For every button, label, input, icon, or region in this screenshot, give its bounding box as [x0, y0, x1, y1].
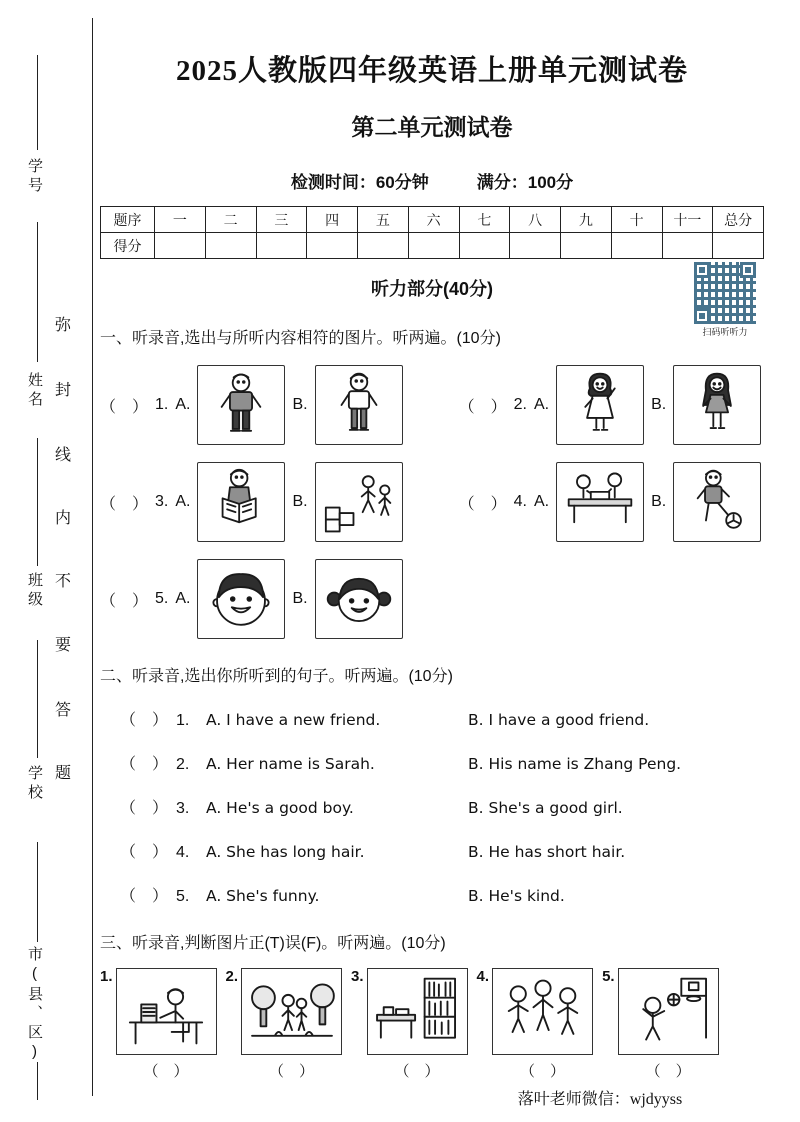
basketball-court-icon — [622, 973, 714, 1051]
header-cell: 十一 — [662, 207, 713, 233]
man-computer-icon — [120, 973, 212, 1051]
option-b-sentence: B. I have a good friend. — [468, 711, 650, 729]
school-label: 学校 — [26, 765, 43, 803]
qr-finder-icon — [694, 262, 710, 278]
option-a-sentence: A. She has long hair. — [206, 843, 365, 861]
question-number: 5. — [176, 888, 190, 905]
option-image-box — [556, 462, 644, 542]
qr-finder-icon — [740, 262, 756, 278]
answer-blank: （ ） — [458, 495, 507, 513]
listening-qr-block — [692, 262, 758, 338]
page-title: 2025人教版四年级英语上册单元测试卷 — [175, 55, 688, 87]
option-a-sentence: A. He's a good boy. — [206, 799, 354, 817]
write-line — [37, 222, 38, 362]
score-cell — [611, 233, 662, 259]
s3-item-1 — [100, 968, 217, 1081]
score-table — [100, 206, 764, 259]
question-number: 2. — [176, 756, 190, 773]
option-b-sentence: B. He's kind. — [468, 887, 565, 905]
header-cell: 一 — [155, 207, 206, 233]
option-a-sentence: A. Her name is Sarah. — [206, 755, 375, 773]
option-image-box — [197, 365, 285, 445]
score-cell — [510, 233, 561, 259]
student-id-label: 学号 — [26, 158, 43, 196]
option-a-label: A. — [175, 590, 191, 607]
write-line — [37, 1062, 38, 1100]
score-cell — [713, 233, 764, 259]
woman-waving-icon — [561, 370, 639, 440]
answer-blank: （ ） — [120, 712, 169, 729]
write-line — [37, 438, 38, 566]
kids-playing-icon — [497, 973, 589, 1051]
park-walk-icon — [246, 973, 338, 1051]
time-limit-label: 检测时间：60分钟 — [290, 173, 429, 192]
boy-standing-icon — [320, 370, 398, 440]
s2-item-1 — [100, 707, 764, 730]
option-image-box — [556, 365, 644, 445]
seal-divider-line — [92, 18, 93, 1096]
option-b-sentence: B. His name is Zhang Peng. — [468, 755, 682, 773]
header-cell: 九 — [561, 207, 612, 233]
option-image-box — [673, 462, 761, 542]
option-b-label: B. — [651, 396, 667, 413]
header-cell: 六 — [408, 207, 459, 233]
option-a-sentence: A. She's funny. — [206, 887, 320, 905]
question-number: 1. — [155, 396, 169, 413]
kids-drawing-icon — [561, 467, 639, 537]
answer-blank: （ ） — [458, 398, 507, 416]
option-a-label: A. — [533, 493, 550, 510]
exam-meta — [100, 168, 764, 193]
answer-blank: （ ） — [100, 592, 149, 610]
option-a-label: A. — [175, 396, 191, 413]
header-cell: 二 — [205, 207, 256, 233]
question-number: 5. — [155, 590, 169, 607]
library-shelf-icon — [371, 973, 463, 1051]
s2-item-5 — [100, 883, 764, 906]
option-b-sentence: B. He has short hair. — [468, 843, 626, 861]
header-cell: 总分 — [713, 207, 764, 233]
s2-item-3 — [100, 795, 764, 818]
s3-item-3 — [351, 968, 468, 1081]
score-cell — [205, 233, 256, 259]
question-number: 5. — [602, 968, 615, 985]
section1-row-2 — [100, 462, 764, 542]
girl-face-icon — [320, 564, 398, 634]
name-label: 姓名 — [26, 372, 43, 410]
s3-item-4 — [477, 968, 594, 1081]
answer-blank: （ ） — [100, 398, 149, 416]
qr-code — [694, 262, 756, 324]
seal-text-char: 线 — [55, 447, 72, 464]
question-number: 4. — [176, 844, 190, 861]
judge-image-box — [367, 968, 468, 1055]
option-a-label: A. — [175, 493, 191, 510]
judge-image-box — [618, 968, 719, 1055]
qr-finder-icon — [694, 308, 710, 324]
s3-item-2 — [226, 968, 343, 1081]
s1-question-3 — [100, 462, 403, 542]
option-image-box — [673, 365, 761, 445]
score-cell — [459, 233, 510, 259]
score-cell — [256, 233, 307, 259]
header-cell: 七 — [459, 207, 510, 233]
score-cell — [561, 233, 612, 259]
boy-reading-icon — [202, 467, 280, 537]
footer-contact: 落叶老师微信：wjdyyss — [517, 1091, 683, 1108]
section1-title: 一、听录音,选出与所听内容相符的图片。听两遍。(10分) — [100, 330, 501, 347]
seal-text-char: 封 — [55, 382, 72, 399]
answer-blank: （ ） — [120, 888, 169, 905]
write-line — [37, 842, 38, 942]
seal-text-char: 题 — [55, 765, 72, 782]
score-table-score-row — [101, 233, 764, 259]
seal-text-char: 不 — [55, 573, 72, 590]
seal-text-char: 弥 — [55, 317, 72, 334]
s1-question-5 — [100, 559, 403, 639]
score-cell — [155, 233, 206, 259]
judge-image-box — [241, 968, 342, 1055]
seal-text-char: 答 — [55, 702, 72, 719]
section1-row-3 — [100, 559, 764, 639]
question-number: 2. — [513, 396, 527, 413]
question-number: 4. — [513, 493, 527, 510]
option-image-box — [315, 559, 403, 639]
qr-caption: 扫码听听力 — [702, 327, 748, 337]
option-a-sentence: A. I have a new friend. — [206, 711, 381, 729]
option-image-box — [315, 462, 403, 542]
answer-blank: （ ） — [120, 844, 169, 861]
question-number: 1. — [100, 968, 113, 985]
header-cell: 八 — [510, 207, 561, 233]
s1-question-2 — [459, 365, 762, 445]
question-number: 1. — [176, 712, 190, 729]
score-cell — [662, 233, 713, 259]
header-cell: 三 — [256, 207, 307, 233]
judge-image-box — [492, 968, 593, 1055]
write-line — [37, 640, 38, 758]
answer-blank: （ ） — [143, 1063, 189, 1080]
full-score-label: 满分：100分 — [476, 173, 574, 192]
score-cell — [307, 233, 358, 259]
answer-blank: （ ） — [100, 495, 149, 513]
old-man-icon — [202, 370, 280, 440]
answer-blank: （ ） — [394, 1063, 440, 1080]
seal-text-char: 要 — [55, 637, 72, 654]
s1-question-1 — [100, 365, 403, 445]
question-number: 2. — [225, 968, 239, 985]
seal-text-char: 内 — [55, 510, 72, 527]
header-cell: 题序 — [101, 207, 155, 233]
option-b-label: B. — [292, 493, 308, 510]
header-cell: 五 — [358, 207, 409, 233]
option-image-box — [197, 559, 285, 639]
exam-content — [100, 28, 764, 1081]
question-number: 3. — [155, 493, 169, 510]
s3-item-5 — [602, 968, 719, 1081]
score-table-header-row — [101, 207, 764, 233]
section2-list — [100, 707, 764, 906]
option-b-label: B. — [651, 493, 667, 510]
score-row-label: 得分 — [101, 233, 155, 259]
question-number: 3. — [176, 800, 190, 817]
s2-item-2 — [100, 751, 764, 774]
answer-blank: （ ） — [120, 756, 169, 773]
section3-row — [100, 968, 764, 1081]
s2-item-4 — [100, 839, 764, 862]
section2-title: 二、听录音,选出你所听到的句子。听两遍。(10分) — [100, 668, 453, 685]
s1-question-4 — [459, 462, 762, 542]
score-cell — [408, 233, 459, 259]
answer-blank: （ ） — [645, 1063, 691, 1080]
option-image-box — [197, 462, 285, 542]
section3-title: 三、听录音,判断图片正(T)误(F)。听两遍。(10分) — [100, 935, 446, 952]
answer-blank: （ ） — [520, 1063, 566, 1080]
question-number: 3. — [351, 968, 364, 985]
option-a-label: A. — [533, 396, 550, 413]
boy-face-icon — [202, 564, 280, 634]
option-b-label: B. — [292, 590, 308, 607]
boy-football-icon — [678, 467, 756, 537]
option-b-label: B. — [292, 396, 308, 413]
listening-part-title: 听力部分(40分) — [370, 279, 493, 299]
answer-blank: （ ） — [120, 800, 169, 817]
girl-smiling-icon — [678, 370, 756, 440]
unit-subtitle: 第二单元测试卷 — [351, 115, 513, 140]
option-image-box — [315, 365, 403, 445]
class-label: 班级 — [26, 572, 43, 610]
option-b-sentence: B. She's a good girl. — [468, 799, 623, 817]
kids-hopscotch-icon — [320, 467, 398, 537]
section1-row-1 — [100, 365, 764, 445]
city-county-label: 市(县、区) — [26, 946, 43, 1064]
header-cell: 十 — [611, 207, 662, 233]
question-number: 4. — [476, 968, 490, 985]
answer-blank: （ ） — [269, 1063, 315, 1080]
judge-image-box — [116, 968, 217, 1055]
score-cell — [358, 233, 409, 259]
header-cell: 四 — [307, 207, 358, 233]
write-line — [37, 55, 38, 150]
